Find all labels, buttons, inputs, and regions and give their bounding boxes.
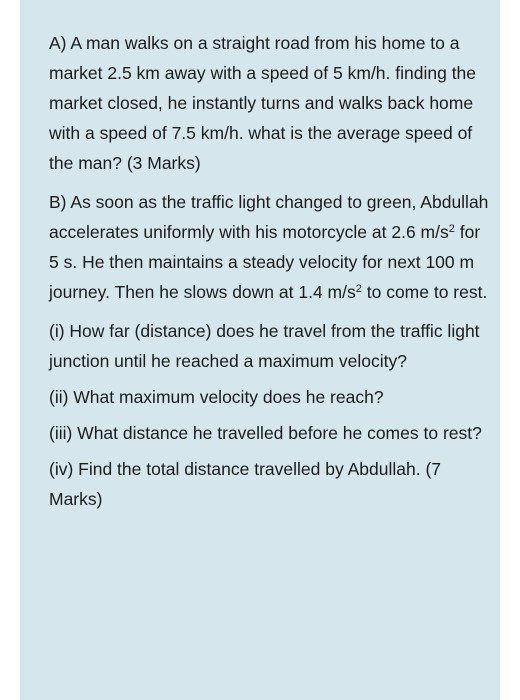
question-card (20, 0, 500, 700)
superscript-2: 2 (448, 223, 455, 235)
question-b-part2: for 5 s. He then maintains a steady velocity for next 100 m journey. Then he slows down at 1.4 m/s (49, 222, 481, 302)
question-b-text (49, 187, 494, 307)
question-a-text: A) A man walks on a straight road from his home to a market 2.5 km away with a speed of 5 km/h. finding the market closed, he instantly turns and walks back home with a speed of 7.5 km/h. what is the average speed of the man? (3 Marks) (49, 33, 477, 173)
question-ii-text: (ii) What maximum velocity does he reach? (49, 387, 384, 407)
question-iii-text: (iii) What distance he travelled before he comes to rest? (49, 423, 482, 443)
question-i-text: (i) How far (distance) does he travel from the traffic light junction until he reached a maximum velocity? (49, 321, 480, 371)
question-iv-text: (iv) Find the total distance travelled by Abdullah. (7 Marks) (49, 459, 442, 509)
question-b-part3: to come to rest. (361, 282, 488, 302)
superscript-2: 2 (355, 283, 362, 295)
question-content (49, 28, 494, 514)
question-b-part1: B) As soon as the traffic light changed to green, Abdullah accelerates uniformly with his motorcycle at 2.6 m/s (49, 192, 489, 242)
